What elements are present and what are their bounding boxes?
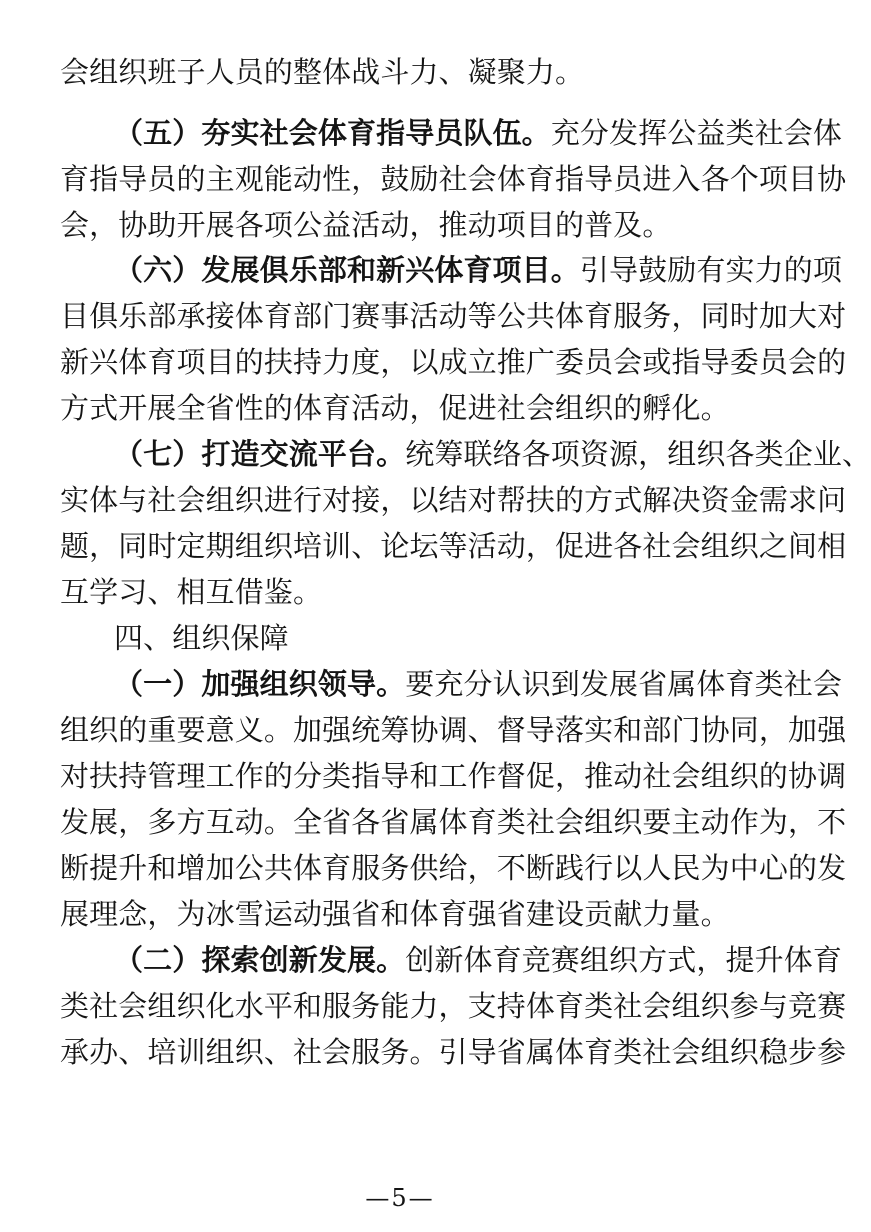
paragraph-line	[60, 710, 847, 750]
page-number: —5—	[365, 1184, 435, 1212]
paragraph-heading: （七）打造交流平台。	[114, 437, 406, 471]
paragraph-first-line	[114, 940, 843, 980]
line-text: 目俱乐部承接体育部门赛事活动等公共体育服务，同时加大对	[60, 299, 847, 333]
line-text: 会组织班子人员的整体战斗力、凝聚力。	[60, 55, 585, 89]
paragraph-first-line	[114, 250, 843, 290]
line-text: 育指导员的主观能动性，鼓励社会体育指导员进入各个项目协	[60, 162, 847, 196]
line-text: 实体与社会组织进行对接，以结对帮扶的方式解决资金需求问	[60, 483, 847, 517]
paragraph-line	[60, 205, 772, 245]
paragraph-line	[60, 894, 772, 934]
line-text: 会，协助开展各项公益活动，推动项目的普及。	[60, 208, 672, 242]
paragraph-line	[60, 572, 772, 612]
paragraph-heading: （二）探索创新发展。	[114, 943, 406, 977]
paragraph-line	[60, 986, 847, 1026]
line-text: 引导鼓励有实力的项	[579, 253, 843, 287]
line-text: 承办、培训组织、社会服务。引导省属体育类社会组织稳步参	[60, 1035, 847, 1069]
paragraph-first-line	[114, 434, 871, 474]
paragraph-line	[60, 526, 847, 566]
line-text: 统筹联络各项资源，组织各类企业、	[405, 437, 871, 471]
line-text: 创新体育竞赛组织方式，提升体育	[405, 943, 843, 977]
paragraph-line	[60, 756, 847, 796]
paragraph-heading: （六）发展俱乐部和新兴体育项目。	[114, 253, 580, 287]
line-text: 互学习、相互借鉴。	[60, 575, 323, 609]
paragraph-line	[60, 52, 772, 92]
section-heading	[114, 618, 772, 658]
line-text: 四、组织保障	[114, 621, 289, 655]
paragraph-heading: （一）加强组织领导。	[114, 667, 406, 701]
line-text: 充分发挥公益类社会体	[550, 116, 843, 150]
line-text: 新兴体育项目的扶持力度，以成立推广委员会或指导委员会的	[60, 345, 847, 379]
paragraph-first-line	[114, 113, 843, 153]
line-text: 题，同时定期组织培训、论坛等活动，促进各社会组织之间相	[60, 529, 847, 563]
line-text: 对扶持管理工作的分类指导和工作督促，推动社会组织的协调	[60, 759, 847, 793]
paragraph-first-line	[114, 664, 843, 704]
paragraph-line	[60, 848, 847, 888]
line-text: 类社会组织化水平和服务能力，支持体育类社会组织参与竞赛	[60, 989, 847, 1023]
paragraph-line	[60, 342, 847, 382]
line-text: 组织的重要意义。加强统筹协调、督导落实和部门协同，加强	[60, 713, 847, 747]
paragraph-line	[60, 1032, 847, 1072]
paragraph-line	[60, 159, 847, 199]
paragraph-line	[60, 388, 772, 428]
line-text: 要充分认识到发展省属体育类社会	[405, 667, 843, 701]
paragraph-line	[60, 296, 847, 336]
line-text: 展理念，为冰雪运动强省和体育强省建设贡献力量。	[60, 897, 730, 931]
paragraph-line	[60, 480, 847, 520]
paragraph-heading: （五）夯实社会体育指导员队伍。	[114, 116, 551, 150]
line-text: 断提升和增加公共体育服务供给，不断践行以人民为中心的发	[60, 851, 847, 885]
line-text: 方式开展全省性的体育活动，促进社会组织的孵化。	[60, 391, 730, 425]
paragraph-line	[60, 802, 847, 842]
line-text: 发展，多方互动。全省各省属体育类社会组织要主动作为，不	[60, 805, 847, 839]
